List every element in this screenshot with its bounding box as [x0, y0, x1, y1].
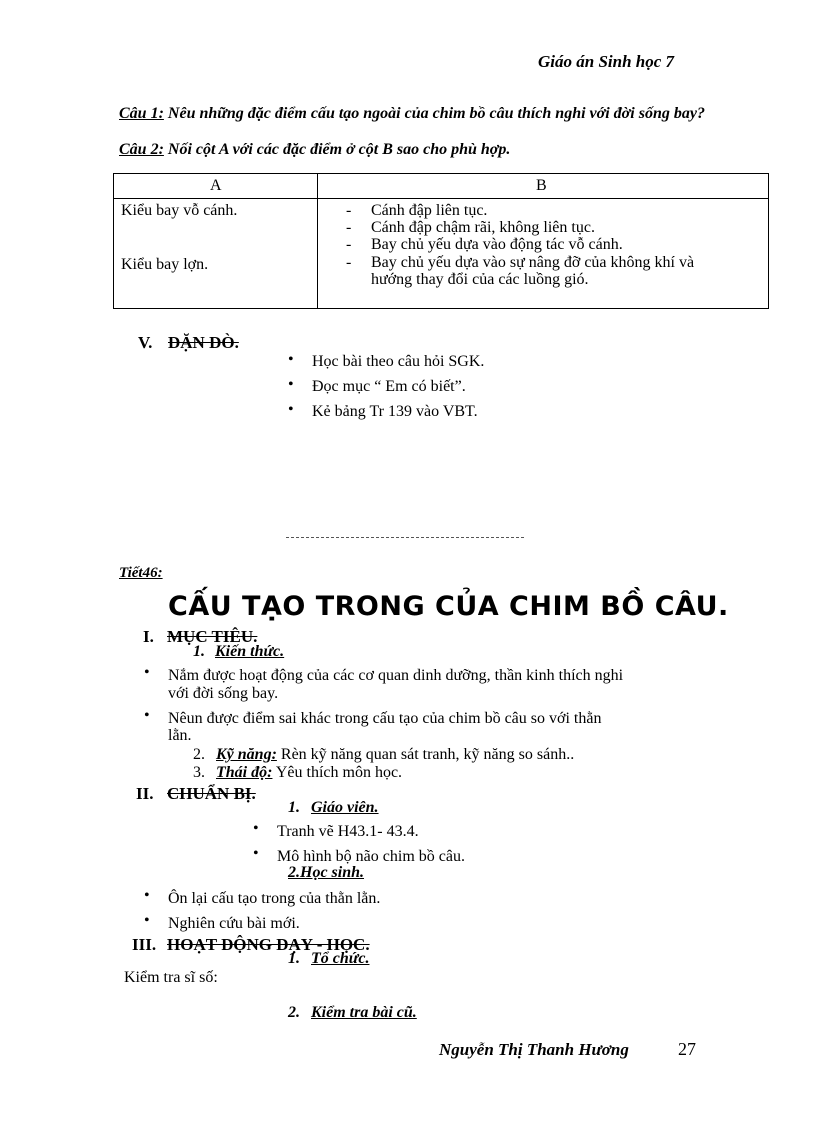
attendance-check: Kiểm tra sĩ số: — [124, 969, 218, 986]
bullet-icon — [144, 707, 150, 725]
bullet-icon — [288, 401, 294, 419]
section-iii-number: III. — [132, 935, 157, 954]
question-1 — [119, 105, 719, 123]
list-item: Ôn lại cấu tạo trong của thằn lằn. — [168, 890, 381, 907]
subsection-title: Tổ chức. — [311, 950, 370, 967]
section-ii-number: II. — [136, 784, 154, 803]
bullet-icon — [144, 664, 150, 682]
table-cell-a: Kiểu bay vỗ cánh. — [121, 202, 238, 219]
list-item: Mô hình bộ não chim bồ câu. — [277, 848, 465, 865]
section-divider — [286, 537, 524, 538]
list-item-continuation: lằn. — [168, 727, 192, 744]
table-column-divider — [317, 174, 318, 308]
list-item: Nghiên cứu bài mới. — [168, 915, 300, 932]
list-item: Nêun được điểm sai khác trong cấu tạo của chim bồ câu so với thằn — [168, 710, 602, 727]
table-header-a: A — [210, 177, 222, 194]
list-item: Đọc mục “ Em có biết”. — [312, 378, 466, 395]
skills-line: Kỹ năng: Rèn kỹ năng quan sát tranh, kỹ năng so sánh.. — [216, 746, 575, 763]
subsection-title: 2.Học sinh. — [288, 864, 365, 881]
subsection-number: 2. — [288, 1004, 300, 1021]
section-v-title: DẶN DÒ. — [168, 333, 239, 352]
table-header-b: B — [536, 177, 547, 194]
subsection-number: 1. — [288, 799, 300, 816]
list-item-continuation: với đời sống bay. — [168, 685, 279, 702]
question-2-label: Câu 2: — [119, 141, 164, 158]
bullet-icon — [253, 845, 259, 863]
section-iii-title: HOẠT ĐỘNG DẠY - HỌC. — [167, 935, 370, 954]
table-cell-a: Kiểu bay lợn. — [121, 256, 209, 273]
lesson-title: CẤU TẠO TRONG CỦA CHIM BỒ CÂU. — [168, 591, 729, 622]
lesson-number: Tiết46: — [119, 565, 163, 581]
section-i-title: MỤC TIÊU. — [167, 627, 258, 646]
question-1-label: Câu 1: — [119, 105, 164, 122]
list-item: Tranh vẽ H43.1- 43.4. — [277, 823, 419, 840]
attitude-line: Thái độ: Yêu thích môn học. — [216, 764, 403, 781]
table-header-divider — [114, 198, 768, 199]
subsection-title: Kiểm tra bài cũ. — [311, 1004, 417, 1021]
subsection-title: Giáo viên. — [311, 799, 379, 816]
bullet-icon — [288, 376, 294, 394]
list-item: Học bài theo câu hỏi SGK. — [312, 353, 485, 370]
page-number: 27 — [678, 1039, 696, 1059]
subsection-title: Kiến thức. — [215, 643, 285, 660]
subsection-number: 2. — [193, 746, 205, 763]
section-i-number: I. — [143, 627, 154, 646]
bullet-icon — [144, 912, 150, 930]
page-header-title: Giáo án Sinh học 7 — [538, 52, 675, 71]
question-2 — [119, 141, 510, 159]
list-item: Kẻ bảng Tr 139 vào VBT. — [312, 403, 478, 420]
bullet-icon — [288, 351, 294, 369]
subsection-number: 1. — [288, 950, 300, 967]
bullet-icon — [253, 820, 259, 838]
question-2-text: Nối cột A với các đặc điểm ở cột B sao cho phù hợp. — [163, 141, 511, 158]
section-ii-title: CHUẨN BỊ. — [167, 784, 256, 803]
subsection-number: 3. — [193, 764, 205, 781]
bullet-icon — [144, 887, 150, 905]
section-v-number: V. — [138, 333, 153, 352]
subsection-number: 1. — [193, 643, 205, 660]
author-name: Nguyễn Thị Thanh Hương — [439, 1040, 629, 1059]
question-1-text: Nêu những đặc điểm cấu tạo ngoài của chim bồ câu thích nghi với đời sống bay? — [163, 105, 705, 122]
matching-table: A B Kiểu bay vỗ cánh. Kiểu bay lợn. - Cánh đập liên tục. - Cánh đập chậm rãi, không liên tục. - Bay chủ yếu dựa vào động tác vỗ cánh. - Bay chủ yếu dựa vào sự nâng đỡ của không khí và hướng thay đổi của các luồng gió. — [113, 173, 769, 309]
list-item: Nắm được hoạt động của các cơ quan dinh dưỡng, thần kinh thích nghi — [168, 667, 624, 684]
